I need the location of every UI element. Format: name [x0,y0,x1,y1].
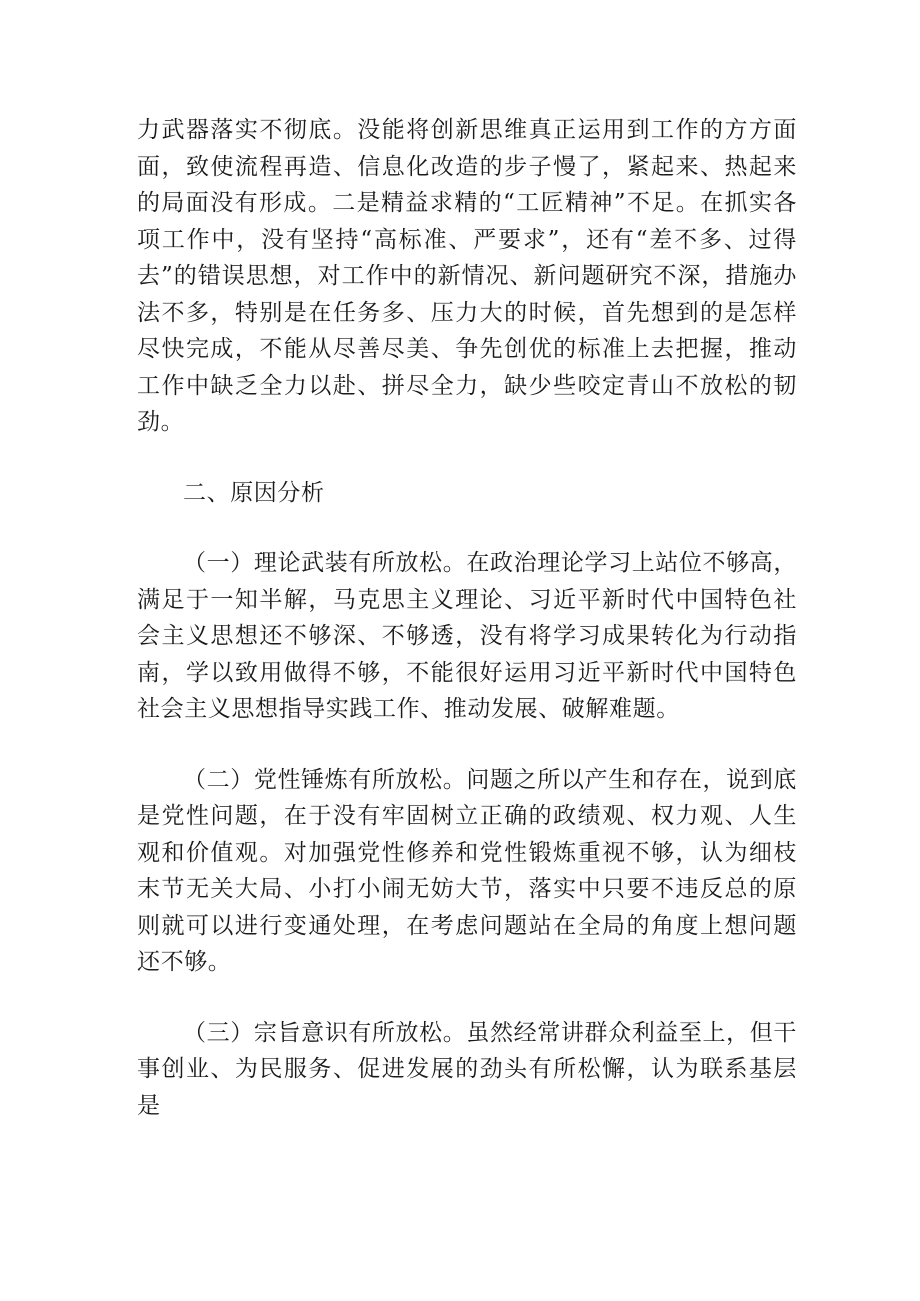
section-heading: 二、原因分析 [183,479,325,506]
paragraph-theory: （一）理论武装有所放松。在政治理论学习上站位不够高，满足于一知半解，马克思主义理论、习近平新时代中国特色社会主义思想还不够深、不够透，没有将学习成果转化为行动指南，学以致用做得不够，不能很好运用习近平新时代中国特色社会主义思想指导实践工作、推动发展、破解难题。 [137,550,797,722]
paragraph-purpose: （三）宗旨意识有所放松。虽然经常讲群众利益至上，但干事创业、为民服务、促进发展的劲头有所松懈，认为联系基层是 [137,1019,797,1119]
paragraph-party-spirit: （二）党性锤炼有所放松。问题之所以产生和存在，说到底是党性问题，在于没有牢固树立正确的政绩观、权力观、人生观和价值观。对加强党性修养和党性锻炼重视不够，认为细枝末节无关大局、小打小闹无妨大节，落实中只要不违反总的原则就可以进行变通处理，在考虑问题站在全局的角度上想问题还不够。 [137,766,797,975]
paragraph-continuation: 力武器落实不彻底。没能将创新思维真正运用到工作的方方面面，致使流程再造、信息化改造的步子慢了，紧起来、热起来的局面没有形成。二是精益求精的“工匠精神”不足。在抓实各项工作中，没有坚持“高标准、严要求”，还有“差不多、过得去”的错误思想，对工作中的新情况、新问题研究不深，措施办法不多，特别是在任务多、压力大的时候，首先想到的是怎样尽快完成，不能从尽善尽美、争先创优的标准上去把握，推动工作中缺乏全力以赴、拼尽全力，缺少些咬定青山不放松的韧劲。 [137,117,797,435]
document-body [137,112,797,1124]
